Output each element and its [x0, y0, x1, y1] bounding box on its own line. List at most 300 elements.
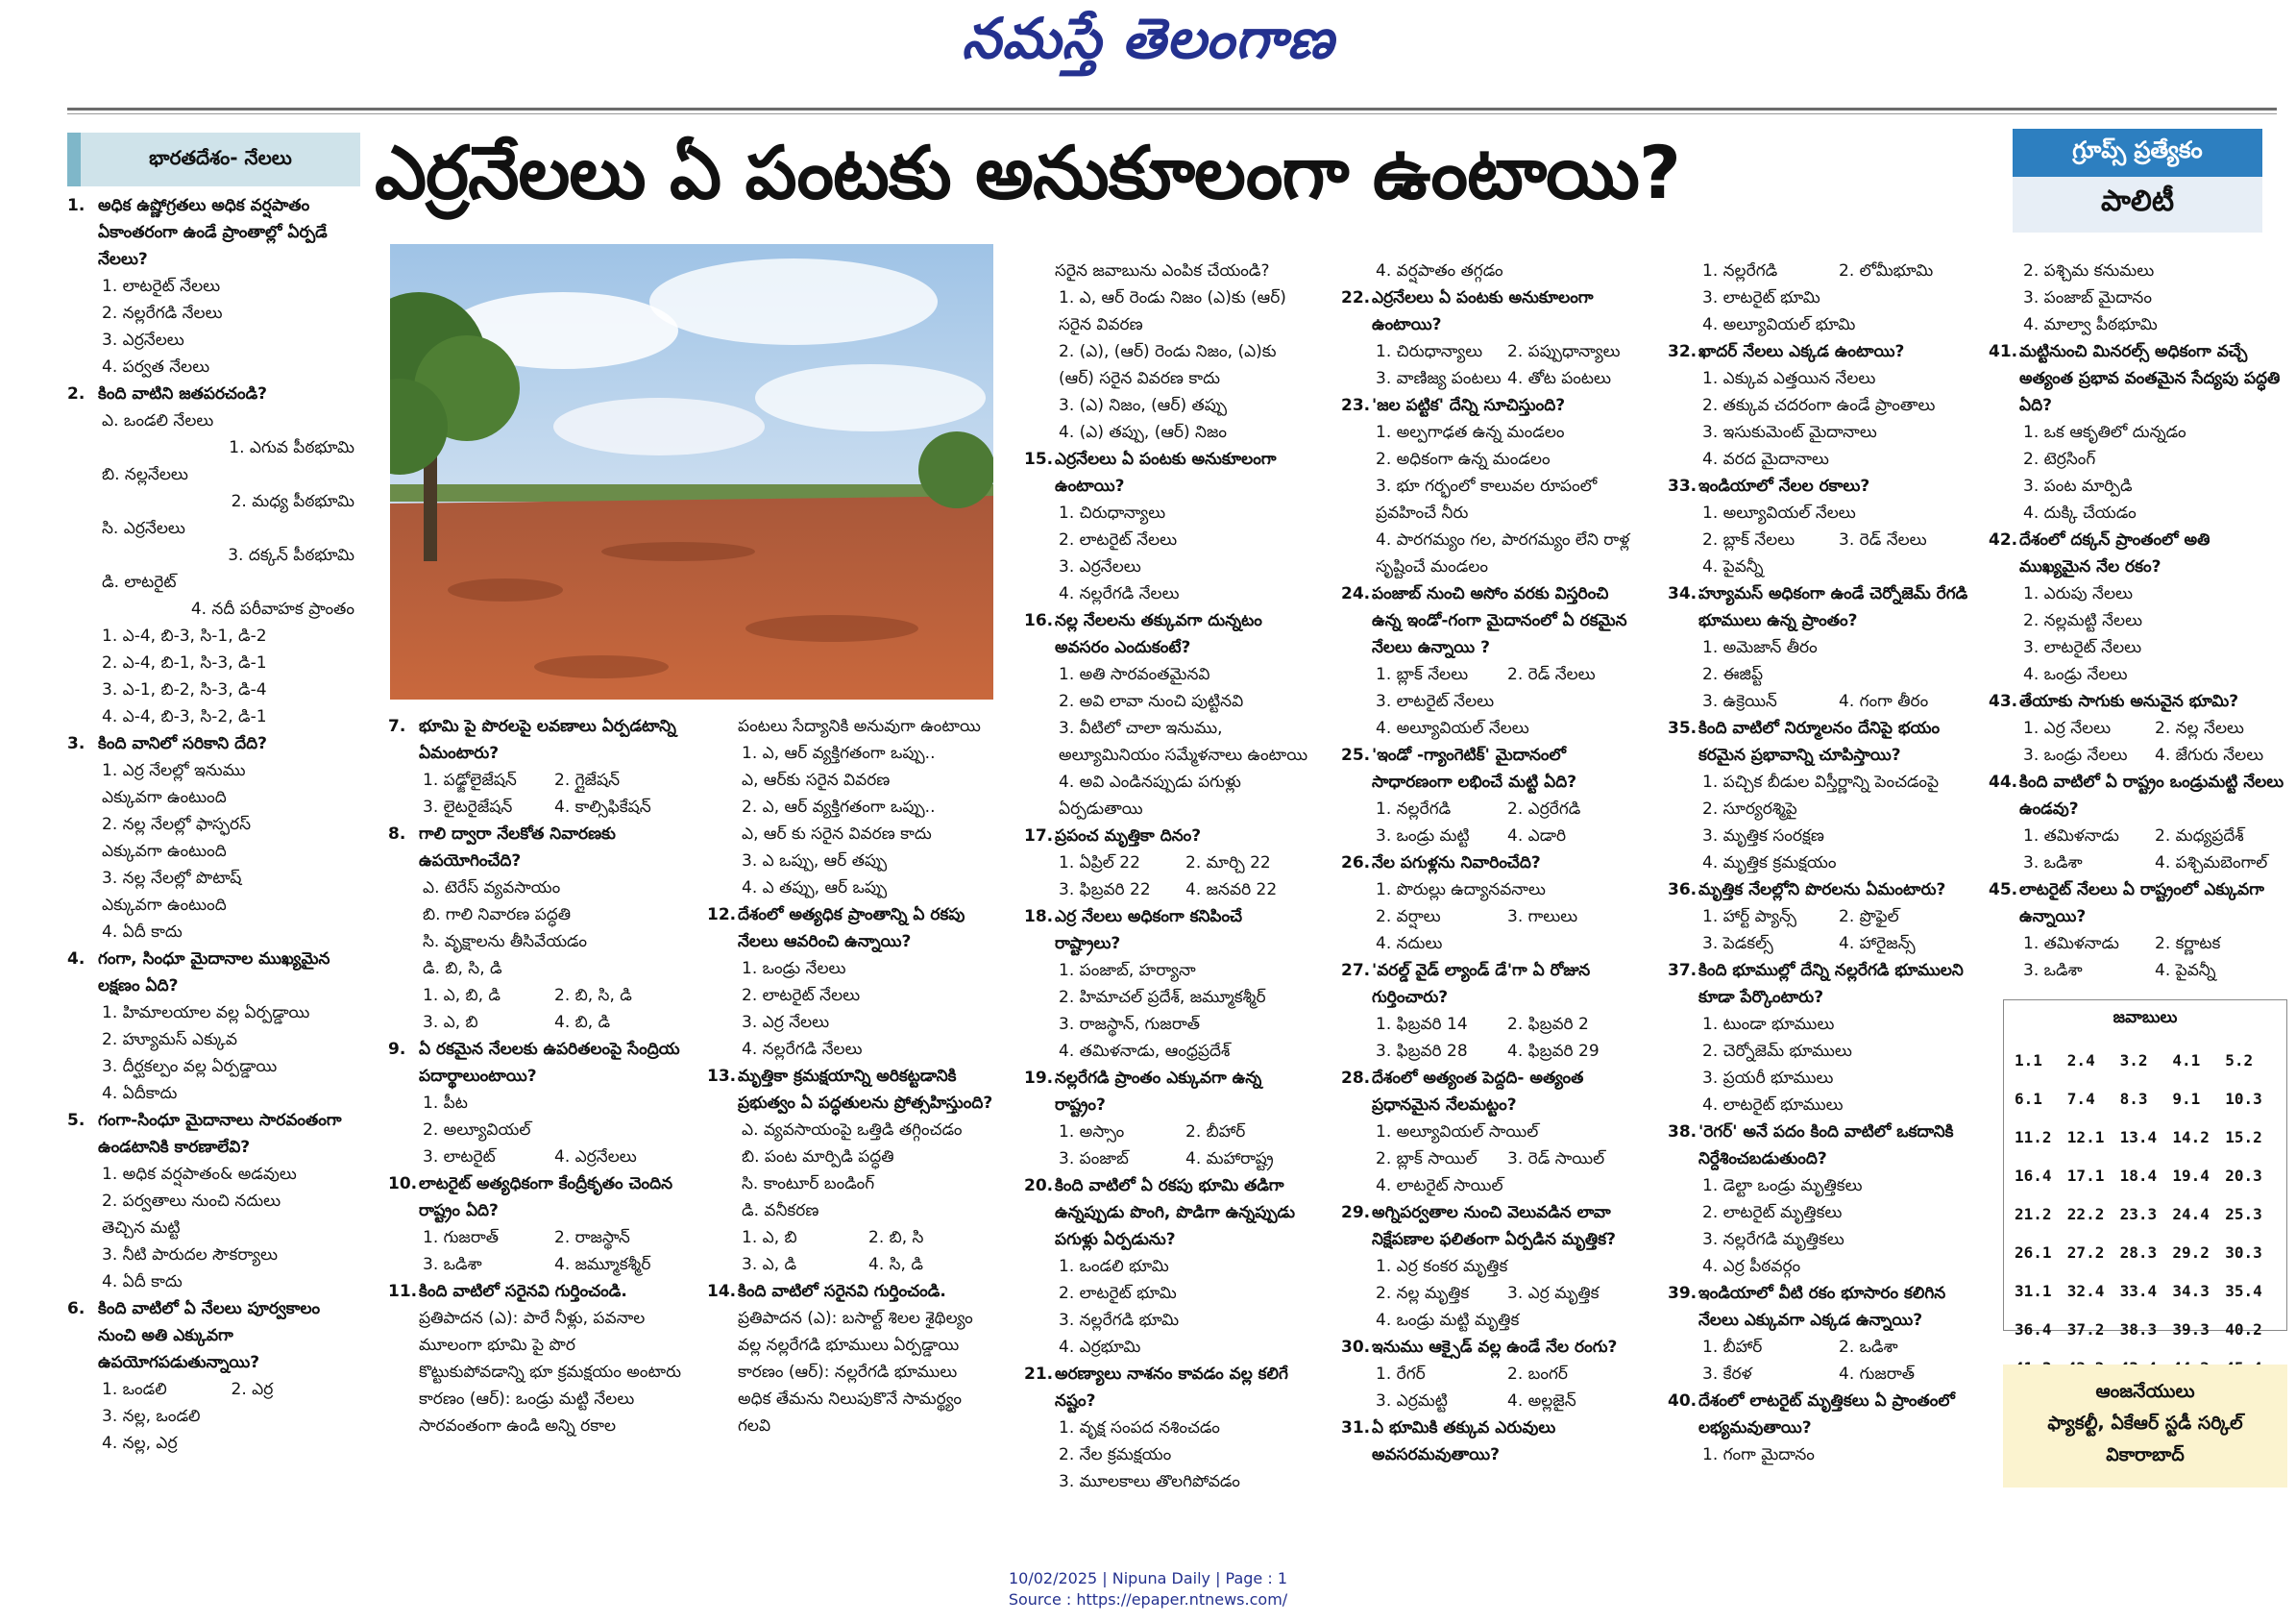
- quiz-column-4: [1024, 258, 1312, 1495]
- text: 4.: [67, 949, 85, 969]
- text: తేయాకు సాగుకు అనువైన భూమి?: [2019, 692, 2239, 711]
- question-31: [1341, 1414, 1639, 1468]
- text: 45.: [1989, 880, 2018, 899]
- option: 4. పశ్చిమబెంగాల్: [2155, 853, 2268, 873]
- text: 36.4: [2015, 1319, 2052, 1339]
- text: పంటలు సేద్యానికి అనువుగా ఉంటాయి: [738, 717, 981, 736]
- option: 1. డెల్టా ఒండ్రు మృత్తికలు: [1702, 1176, 1863, 1195]
- text: 40.: [1668, 1391, 1698, 1411]
- text: 33.4: [2119, 1281, 2158, 1300]
- text: 4. (ఎ) తప్పు, (ఆర్) నిజం: [1059, 423, 1227, 442]
- match-item: డి. లాటరైట్: [102, 573, 177, 592]
- text: 16.: [1024, 611, 1054, 630]
- option: 4. ఒండ్రు నేలలు: [2023, 665, 2128, 684]
- option: 1. ఎర్ర కంకర మృత్తిక: [1376, 1257, 1508, 1276]
- option: 1. అస్సాం: [1059, 1122, 1125, 1142]
- text: అగ్నిపర్వతాల నుంచి వెలువడిన లావా నిక్షేపణాల ఫలితంగా ఏర్పడిన మృత్తిక?: [1372, 1203, 1616, 1249]
- text: 2.4: [2066, 1050, 2095, 1070]
- option: 4. పారగమ్యం గల, పారగమ్యం లేని రాళ్ల సృష్టించే మండలం: [1376, 530, 1630, 577]
- option: 2. లాటరైట్ భూమి: [1059, 1284, 1177, 1303]
- text: 5.: [67, 1111, 85, 1130]
- option: 2. ఎర్రరేగడి: [1507, 799, 1581, 819]
- option: 3. మూలకాలు తొలగిపోవడం: [1059, 1472, 1240, 1491]
- option: 4. నల్లరేగడి నేలలు: [1059, 584, 1180, 603]
- question-23: [1341, 392, 1639, 580]
- text: కారణం (ఆర్): ఒండ్రు మట్టి నేలలు సారవంతంగా ఉండి అన్ని రకాల: [419, 1389, 635, 1436]
- option: 2. అధికంగా ఉన్న మండలం: [1376, 450, 1551, 469]
- option: 3. ఫిబ్రవరి 28: [1376, 1042, 1468, 1061]
- option: 4. కాల్సిఫికేషన్: [554, 798, 651, 817]
- text: కింది భూముల్లో దేన్ని నల్లరేగడి భూములని కూడా పేర్కొంటారు?: [1698, 961, 1964, 1007]
- question-6: [67, 1295, 360, 1457]
- option: 3. పంజాబ్: [1059, 1149, 1129, 1168]
- masthead-title: నమస్తే తెలంగాణ: [962, 6, 1334, 71]
- text: కారణం (ఆర్): నల్లరేగడి భూములు అధిక తేమను నిలుపుకొనే సామర్థ్యం గలవి: [738, 1363, 963, 1436]
- quiz-column-7: [1989, 258, 2286, 984]
- option: 1. హార్ట్ ప్యాన్స్: [1702, 907, 1796, 926]
- option: 1. రేగర్: [1376, 1365, 1426, 1384]
- question-30: [1341, 1334, 1639, 1414]
- question-13: [707, 1063, 995, 1278]
- option: 3. ఎ-1, బి-2, సి-3, డి-4: [102, 680, 267, 700]
- option: 2. హ్యూమస్ ఎక్కువ: [102, 1030, 237, 1049]
- option: బి. గాలి నివారణ పద్ధతి: [423, 905, 572, 924]
- question-21: [1024, 1361, 1312, 1495]
- option: 2. అవి లావా నుంచి పుట్టినవి: [1059, 692, 1244, 711]
- option: 2. నల్ల మృత్తిక: [1376, 1284, 1470, 1303]
- question-38: [1668, 1119, 1975, 1280]
- option: 2. పప్పుధాన్యాలు: [1507, 342, 1621, 361]
- question-45: [1989, 876, 2286, 984]
- text: లాటరైట్ అత్యధికంగా కేంద్రీకృతం చెందిన రాష్ట్రం ఏది?: [419, 1174, 673, 1220]
- text: ఇండియాలో వీటి రకం భూసారం కలిగిన నేలలు ఎక్కువగా ఎక్కడ ఉన్నాయి?: [1698, 1284, 1946, 1330]
- option: 3. నల్ల నేలల్లో పొటాష్: [102, 869, 242, 888]
- option: 1. అల్యూవియల్ నేలలు: [1702, 504, 1856, 523]
- text: 3.: [67, 734, 85, 753]
- option: 1. చిరుధాన్యాలు: [1059, 504, 1166, 523]
- option: 2. పర్వతాలు నుంచి నదులు: [102, 1192, 281, 1211]
- text: 'రెగర్' అనే పదం కింది వాటిలో ఒకదానికి నిర్దేశించబడుతుంది?: [1698, 1122, 1954, 1168]
- text: మృత్తిక నేలల్లోని పొరలను ఏమంటారు?: [1698, 880, 1946, 899]
- option: 3. ఒండ్రు మట్టి: [1376, 826, 1470, 846]
- option: 2. లాటరైట్ మృత్తికలు: [1702, 1203, 1843, 1222]
- option: 3. నల్లరేగడి భూమి: [1059, 1311, 1180, 1330]
- option: 4. ఏదీ కాదు: [102, 1272, 183, 1291]
- option: 1. తమిళనాడు: [2023, 826, 2119, 846]
- text: 24.: [1341, 584, 1371, 603]
- option: 1. ఎర్ర నేలల్లో ఇనుము: [102, 761, 246, 780]
- option: 2. కర్ణాటక: [2155, 934, 2221, 953]
- option: 2. నల్లరేగడి నేలలు: [102, 304, 223, 323]
- question-9: [388, 1036, 686, 1170]
- option: 4. ఏదీకాదు: [102, 1084, 178, 1103]
- text: ప్రతిపాదన (ఎ): బసాల్ట్ శిలల శైథిల్యం వల్ల నల్లరేగడి భూములు ఏర్పడ్డాయి: [738, 1309, 973, 1355]
- match-item: 1. ఎగువ పీఠభూమి: [229, 438, 354, 457]
- text: 11.2: [2015, 1127, 2052, 1146]
- question-14: [707, 1278, 995, 1439]
- text: 17.: [1024, 826, 1054, 846]
- option: 2. బి, సి: [868, 1228, 924, 1247]
- author-role: ఫ్యాకల్టీ, ఏకేఆర్ స్టడీ సర్కిల్: [2047, 1413, 2243, 1434]
- option: 1. ఎ, బి, డి: [423, 986, 501, 1005]
- option: 4. తోట పంటలు: [1507, 369, 1611, 388]
- question-42: [1989, 527, 2286, 688]
- match-item: 2. మధ్య పీఠభూమి: [231, 492, 354, 511]
- option: 3. భూ గర్భంలో కాలువల రూపంలో ప్రవహించే నీరు: [1376, 477, 1598, 523]
- option: 4. అవి ఎండినప్పుడు పగుళ్లు ఏర్పడుతాయి: [1059, 773, 1241, 819]
- option: 3. లైటరైజేషన్: [423, 798, 513, 817]
- option: 3. నల్లరేగడి మృత్తికలు: [1702, 1230, 1844, 1249]
- option: 4. బి, డి: [554, 1013, 611, 1032]
- option: 1. బీహార్: [1702, 1338, 1763, 1357]
- text: 22.2: [2066, 1204, 2105, 1223]
- option: 1. పఢ్జోలైజేషన్: [423, 771, 517, 790]
- table-row: [2014, 1156, 2277, 1194]
- text: ఏ రకమైన నేలలకు ఉపరితలంపై సేంద్రియ పదార్థాలుంటాయి?: [419, 1040, 680, 1086]
- text: గంగా, సింధూ మైదానాల ముఖ్యమైన లక్షణం ఏది?: [98, 949, 330, 996]
- text: 30.3: [2225, 1242, 2262, 1262]
- masthead: [0, 0, 2296, 86]
- question-28: [1341, 1065, 1639, 1199]
- option: 3. ఒండ్రు నేలలు: [2023, 746, 2128, 765]
- question-33: [1668, 473, 1975, 580]
- text: 8.3: [2119, 1089, 2148, 1108]
- question-22: [1341, 284, 1639, 392]
- text: అధిక ఉష్ణోగ్రతలు అధిక వర్షపాతం ఏకాంతరంగా ఉండే ప్రాంతాల్లో ఏర్పడే నేలలు?: [98, 196, 328, 269]
- option: 4. ఎర్ర పీఠవర్గం: [1702, 1257, 1801, 1276]
- text: ప్రతిపాదన (ఎ): పారే నీళ్లు, పవనాల మూలంగా భూమి పై పొర కొట్టుకుపోవడాన్ని భూ క్రమక్షయం అంటారు: [419, 1309, 682, 1382]
- option: 4. గుజరాత్: [1839, 1365, 1915, 1384]
- text: 32.4: [2066, 1281, 2105, 1300]
- option: 4. గంగా తీరం: [1839, 692, 1929, 711]
- text: 42.: [1989, 530, 2018, 550]
- text: 19.: [1024, 1069, 1054, 1088]
- text: 37.: [1668, 961, 1698, 980]
- option: 3. లాటరైట్: [423, 1147, 496, 1167]
- question-32: [1668, 338, 1975, 473]
- text: 38.: [1668, 1122, 1698, 1142]
- option: 2. బి, సి, డి: [554, 986, 632, 1005]
- text: 18.: [1024, 907, 1054, 926]
- quiz-column-6: [1668, 258, 1975, 1468]
- option: 2. రాజస్థాన్: [554, 1228, 630, 1247]
- quiz-column-2: [388, 713, 686, 1439]
- text: 15.: [1024, 450, 1054, 469]
- text: నల్లరేగడి ప్రాంతం ఎక్కువగా ఉన్న రాష్ట్రం?: [1055, 1069, 1262, 1115]
- text: 3. పంజాబ్ మైదానం: [2023, 288, 2152, 307]
- question-7: [388, 713, 686, 821]
- option: 4. పైవన్నీ: [1702, 557, 1764, 577]
- option: 4. తమిళనాడు, ఆంధ్రప్రదేశ్: [1059, 1042, 1231, 1061]
- option: 2. ఫిబ్రవరి 2: [1507, 1015, 1589, 1034]
- text: 37.2: [2066, 1319, 2105, 1339]
- text: దేశంలో అత్యధిక ప్రాంతాన్ని ఏ రకపు నేలలు ఆవరించి ఉన్నాయి?: [738, 905, 965, 951]
- text: 27.2: [2066, 1242, 2105, 1262]
- text: 4.1: [2172, 1050, 2201, 1070]
- option: 3. పంట మార్పిడి: [2023, 477, 2133, 496]
- text: 20.3: [2225, 1166, 2262, 1185]
- option: 1. చిరుధాన్యాలు: [1376, 342, 1483, 361]
- option: 4. లాటరైట్ భూములు: [1702, 1095, 1844, 1115]
- text: 1. ఎ, ఆర్ వ్యక్తిగతంగా ఒప్పు..: [742, 744, 936, 763]
- text: 25.: [1341, 746, 1371, 765]
- option: 4. ఏదీ కాదు: [102, 922, 183, 942]
- text: 39.: [1668, 1284, 1698, 1303]
- text: 26.1: [2015, 1242, 2052, 1262]
- text: 41.: [1989, 342, 2018, 361]
- option: 4. ఎర్రనేలలు: [554, 1147, 637, 1167]
- option: ఎక్కువగా ఉంటుంది: [102, 842, 227, 861]
- question-41: [1989, 338, 2286, 527]
- text: 5.2: [2225, 1050, 2254, 1070]
- section-label: భారతదేశం- నేలలు: [67, 133, 360, 186]
- option: ఎ. టెరేస్ వ్యవసాయం: [423, 878, 561, 898]
- author-box: [2003, 1365, 2287, 1488]
- question-37: [1668, 957, 1975, 1119]
- option: 3. రెడ్ నేలలు: [1839, 530, 1927, 550]
- question-15: [1024, 446, 1312, 607]
- option: 1. ఎరుపు నేలలు: [2023, 584, 2133, 603]
- option: 1. గుజరాత్: [423, 1228, 499, 1247]
- group-tag: గ్రూప్స్ ప్రత్యేకం: [2013, 129, 2262, 177]
- text: దేశంలో అత్యంత పెద్దది- అత్యంత ప్రధానమైన నేలమట్టం?: [1372, 1069, 1584, 1115]
- question-39: [1668, 1280, 1975, 1388]
- option: 1. పచ్చిక బీడుల విస్తీర్ణాన్ని పెంచడంపై: [1702, 773, 1940, 792]
- text: 31.1: [2015, 1281, 2052, 1300]
- option: 4. జమ్మూకశ్మీర్: [554, 1255, 651, 1274]
- text: ఎర్రనేలలు ఏ పంటకు అనుకూలంగా ఉంటాయి?: [1055, 450, 1277, 496]
- text: కింది వాటిలో ఏ రకపు భూమి తడిగా ఉన్నప్పుడు పొంగి, పొడిగా ఉన్నప్పుడు పగుళ్లు ఏర్పడును?: [1055, 1176, 1296, 1249]
- table-row: [2014, 1194, 2277, 1233]
- text: 15.2: [2225, 1127, 2262, 1146]
- text: 1.1: [2015, 1050, 2042, 1070]
- text: 2. లోమీభూమి: [1839, 261, 1934, 281]
- text: పంజాబ్ నుంచి అసోం వరకు విస్తరించి ఉన్న ఇండో-గంగా మైదానంలో ఏ రకమైన నేలలు ఉన్నాయి ?: [1372, 584, 1627, 657]
- text: కింది వాటిలో ఏ నేలలు పూర్వకాలం నుంచి అతి ఎక్కువగా ఉపయోగపడుతున్నాయి?: [98, 1299, 321, 1372]
- option: సి. వృక్షాలను తీసివేయడం: [423, 932, 587, 951]
- text: 10.: [388, 1174, 418, 1193]
- option: 3. రాజస్థాన్, గుజరాత్: [1059, 1015, 1201, 1034]
- text: 25.3: [2225, 1204, 2262, 1223]
- text: 7.: [388, 717, 406, 736]
- text: 20.: [1024, 1176, 1054, 1195]
- text: 9.: [388, 1040, 406, 1059]
- text: 'ఇండో -గ్యాంగెటిక్' మైదానంలో సాధారణంగా లభించే మట్టి ఏది?: [1372, 746, 1577, 792]
- option: 2. ఎ-4, బి-1, సి-3, డి-1: [102, 653, 267, 673]
- option: 4. జేగురు నేలలు: [2155, 746, 2264, 765]
- option: 2. మధ్యప్రదేశ్: [2155, 826, 2244, 846]
- text: 3. (ఎ) నిజం, (ఆర్) తప్పు: [1059, 396, 1227, 415]
- option: 2. గ్లైజేషన్: [554, 771, 621, 790]
- subject-label: పాలిటీ: [2013, 177, 2262, 233]
- text: 4. మాల్వా పీఠభూమి: [2023, 315, 2158, 334]
- text: 29.: [1341, 1203, 1371, 1222]
- text: నేల పగుళ్లను నివారించేది?: [1372, 853, 1541, 873]
- question-34: [1668, 580, 1975, 715]
- text: 35.: [1668, 719, 1698, 738]
- option: డి. వనీకరణ: [742, 1201, 819, 1220]
- quiz-column-3: [707, 713, 995, 1439]
- text: 3.2: [2119, 1050, 2148, 1070]
- option: 3. గాలులు: [1507, 907, 1578, 926]
- option: 4. సి, డి: [868, 1255, 923, 1274]
- text: 3. లాటరైట్ భూమి: [1702, 288, 1820, 307]
- option: 3. నల్ల, ఒండలి: [102, 1407, 201, 1426]
- text: అరణ్యాలు నాశనం కావడం వల్ల కలిగే నష్టం?: [1055, 1365, 1288, 1411]
- text: 34.: [1668, 584, 1698, 603]
- option: 1. ఎ, బి: [742, 1228, 797, 1247]
- question-5: [67, 1107, 360, 1295]
- text: 8.: [388, 824, 406, 844]
- text: 6.1: [2015, 1089, 2042, 1108]
- text: ఎ, ఆర్‌కు సరైన వివరణ: [742, 771, 891, 790]
- option: 2. ఎర్ర: [231, 1380, 274, 1399]
- text: 44.: [1989, 773, 2018, 792]
- question-20: [1024, 1172, 1312, 1361]
- text: 9.1: [2172, 1089, 2201, 1108]
- text: 19.4: [2172, 1166, 2210, 1185]
- option: 1. ఒండ్రు నేలలు: [742, 959, 846, 978]
- option: 3. ఉక్రెయిన్: [1702, 692, 1777, 711]
- option: 3. ఒడిశా: [2023, 961, 2083, 980]
- red-soil-field-photo: [390, 244, 993, 700]
- text: 'జల పట్టిక' దేన్ని సూచిస్తుంది?: [1372, 396, 1566, 415]
- option: 1. లాటరైట్ నేలలు: [102, 277, 221, 296]
- option: 3. లాటరైట్ నేలలు: [1376, 692, 1495, 711]
- question-8: [388, 821, 686, 1036]
- text: 12.: [707, 905, 737, 924]
- option: 4. పర్వత నేలలు: [102, 357, 210, 377]
- option: 3. ఫిబ్రవరి 22: [1059, 880, 1151, 899]
- option: 2. చెర్నోజెమ్ భూములు: [1702, 1042, 1852, 1061]
- text: 38.3: [2119, 1319, 2158, 1339]
- option: 2. హిమాచల్ ప్రదేశ్, జమ్మూకశ్మీర్: [1059, 988, 1266, 1007]
- quiz-column-5: [1341, 258, 1639, 1468]
- answer-table: [2014, 1041, 2277, 1387]
- question-3: [67, 730, 360, 946]
- text: నల్ల నేలలను తక్కువగా దున్నటం అవసరం ఎందుకంటే?: [1055, 611, 1262, 657]
- option: 3. పెడకల్స్: [1702, 934, 1773, 953]
- option: 4. మహారాష్ట్ర: [1185, 1149, 1274, 1168]
- text: 12.1: [2066, 1127, 2105, 1146]
- match-item: 3. దక్కన్ పీఠభూమి: [228, 546, 354, 565]
- footer-date-line: 10/02/2025 | Nipuna Daily | Page : 1: [1008, 1569, 1288, 1587]
- option: 1. నల్లరేగడి: [1376, 799, 1452, 819]
- option: 3. ఎ, బి: [423, 1013, 478, 1032]
- option: 1. తమిళనాడు: [2023, 934, 2119, 953]
- question-29: [1341, 1199, 1639, 1334]
- text: మృత్తికా క్రమక్షయాన్ని అరికట్టడానికి ప్రభుత్వం ఏ పద్ధతులను ప్రోత్సహిస్తుంది?: [738, 1067, 993, 1113]
- option: 4. జనవరి 22: [1185, 880, 1278, 899]
- page-footer: [0, 1568, 2296, 1611]
- option: ఎ. వ్యవసాయంపై ఒత్తిడి తగ్గించడం: [742, 1120, 963, 1140]
- text: 4. ఎ తప్పు, ఆర్ ఒప్పు: [742, 878, 888, 898]
- option: 4. వరద మైదానాలు: [1702, 450, 1829, 469]
- option: 1. హిమాలయాల వల్ల ఏర్పడ్డాయి: [102, 1003, 310, 1022]
- option: ఎక్కువగా ఉంటుంది: [102, 788, 227, 807]
- question-25: [1341, 742, 1639, 849]
- text: 33.: [1668, 477, 1698, 496]
- text: 1.: [67, 196, 85, 215]
- option: 2. రెడ్ నేలలు: [1507, 665, 1596, 684]
- text: 32.: [1668, 342, 1698, 361]
- option: 1. ఒండలి: [102, 1380, 167, 1399]
- text: 27.: [1341, 961, 1371, 980]
- option: 3. ఎ, డి: [742, 1255, 797, 1274]
- option: 1. అల్యూవియల్ సాయిల్: [1376, 1122, 1539, 1142]
- text: భూమి పై పొరలపై లవణాలు ఏర్పడటాన్ని ఏమంటారు?: [419, 717, 676, 763]
- option: 2. టెర్రసింగ్: [2023, 450, 2096, 469]
- option: 4. ఎ-4, బి-3, సి-2, డి-1: [102, 707, 267, 726]
- option: 2. లాటరైట్ నేలలు: [1059, 530, 1178, 550]
- text: 36.: [1668, 880, 1698, 899]
- text: 13.4: [2119, 1127, 2158, 1146]
- option: 3. ఎర్ర మృత్తిక: [1507, 1284, 1600, 1303]
- table-row: [2014, 1310, 2277, 1348]
- option: బి. పంట మార్పిడి పద్ధతి: [742, 1147, 894, 1167]
- text: దేశంలో దక్కన్ ప్రాంతంలో అతి ముఖ్యమైన నేల రకం?: [2019, 530, 2211, 577]
- text: 17.1: [2066, 1166, 2105, 1185]
- option: 2. వర్షాలు: [1376, 907, 1441, 926]
- option: 4. అల్యూవియల్ నేలలు: [1376, 719, 1529, 738]
- option: 4. ఫిబ్రవరి 29: [1507, 1042, 1600, 1061]
- author-name: ఆంజనేయులు: [2095, 1381, 2195, 1402]
- option: 1. అధిక వర్షపాతం& అడవులు: [102, 1165, 297, 1184]
- option: 1. వృక్ష సంపద నశించడం: [1059, 1418, 1220, 1438]
- text: 4. వర్షపాతం తగ్గడం: [1376, 261, 1503, 281]
- text: 16.4: [2015, 1166, 2052, 1185]
- text: 29.2: [2172, 1242, 2210, 1262]
- question-26: [1341, 849, 1639, 957]
- text: 34.3: [2172, 1281, 2210, 1300]
- option: తెచ్చిన మట్టి: [102, 1218, 181, 1238]
- text: 13.: [707, 1067, 737, 1086]
- text: 24.4: [2172, 1204, 2210, 1223]
- text: 23.: [1341, 396, 1371, 415]
- text: 7.4: [2066, 1089, 2095, 1108]
- option: 2. లాటరైట్ నేలలు: [742, 986, 861, 1005]
- option: 1. అల్పగాఢత ఉన్న మండలం: [1376, 423, 1565, 442]
- answer-key: [2003, 999, 2287, 1339]
- option: 1. పంజాబ్, హర్యానా: [1059, 961, 1196, 980]
- question-11: [388, 1278, 686, 1439]
- option: 2. ఈజిప్ట్: [1702, 665, 1764, 684]
- option: 2. బీహార్: [1185, 1122, 1246, 1142]
- option: 2. నల్ల నేలలు: [2155, 719, 2244, 738]
- text: మట్టినుంచి మినరల్స్ అధికంగా వచ్చే అత్యంత ప్రభావ వంతమైన సేద్యపు పద్ధతి ఏది?: [2019, 342, 2281, 415]
- option: 2. తక్కువ చదరంగా ఉండే ప్రాంతాలు: [1702, 396, 1936, 415]
- text: ఎర్ర నేలలు అధికంగా కనిపించే రాష్ట్రాలు?: [1055, 907, 1243, 953]
- option: 2. నల్ల నేలల్లో ఫాస్ఫరస్: [102, 815, 252, 834]
- text: కింది వానిలో సరికాని దేది?: [98, 734, 267, 753]
- text: కింది వాటిని జతపరచండి?: [98, 384, 268, 404]
- option: 2. మార్చి 22: [1185, 853, 1271, 873]
- question-36: [1668, 876, 1975, 957]
- option: 2. నేల క్రమక్షయం: [1059, 1445, 1172, 1464]
- text: 21.2: [2015, 1204, 2052, 1223]
- option: 3. నీటి పారుదల సౌకర్యాలు: [102, 1245, 278, 1265]
- option: 2. అల్యూవియల్: [423, 1120, 531, 1140]
- text: 22.: [1341, 288, 1371, 307]
- option: 3. ఒడిశా: [2023, 853, 2083, 873]
- option: 3. ఎర్రనేలలు: [1059, 557, 1141, 577]
- text: 3. ఎ ఒప్పు, ఆర్ తప్పు: [742, 851, 888, 871]
- divider: [67, 108, 2277, 111]
- match-item: ఎ. ఒండలి నేలలు: [102, 411, 214, 430]
- option: 3. వీటిలో చాలా ఇనుము, అల్యూమినియం సమ్మేళనాలు ఉంటాయి: [1059, 719, 1308, 765]
- text: దేశంలో లాటరైట్ మృత్తికలు ఏ ప్రాంతంలో లభ్యమవుతాయి?: [1698, 1391, 1955, 1438]
- question-40: [1668, 1388, 1975, 1468]
